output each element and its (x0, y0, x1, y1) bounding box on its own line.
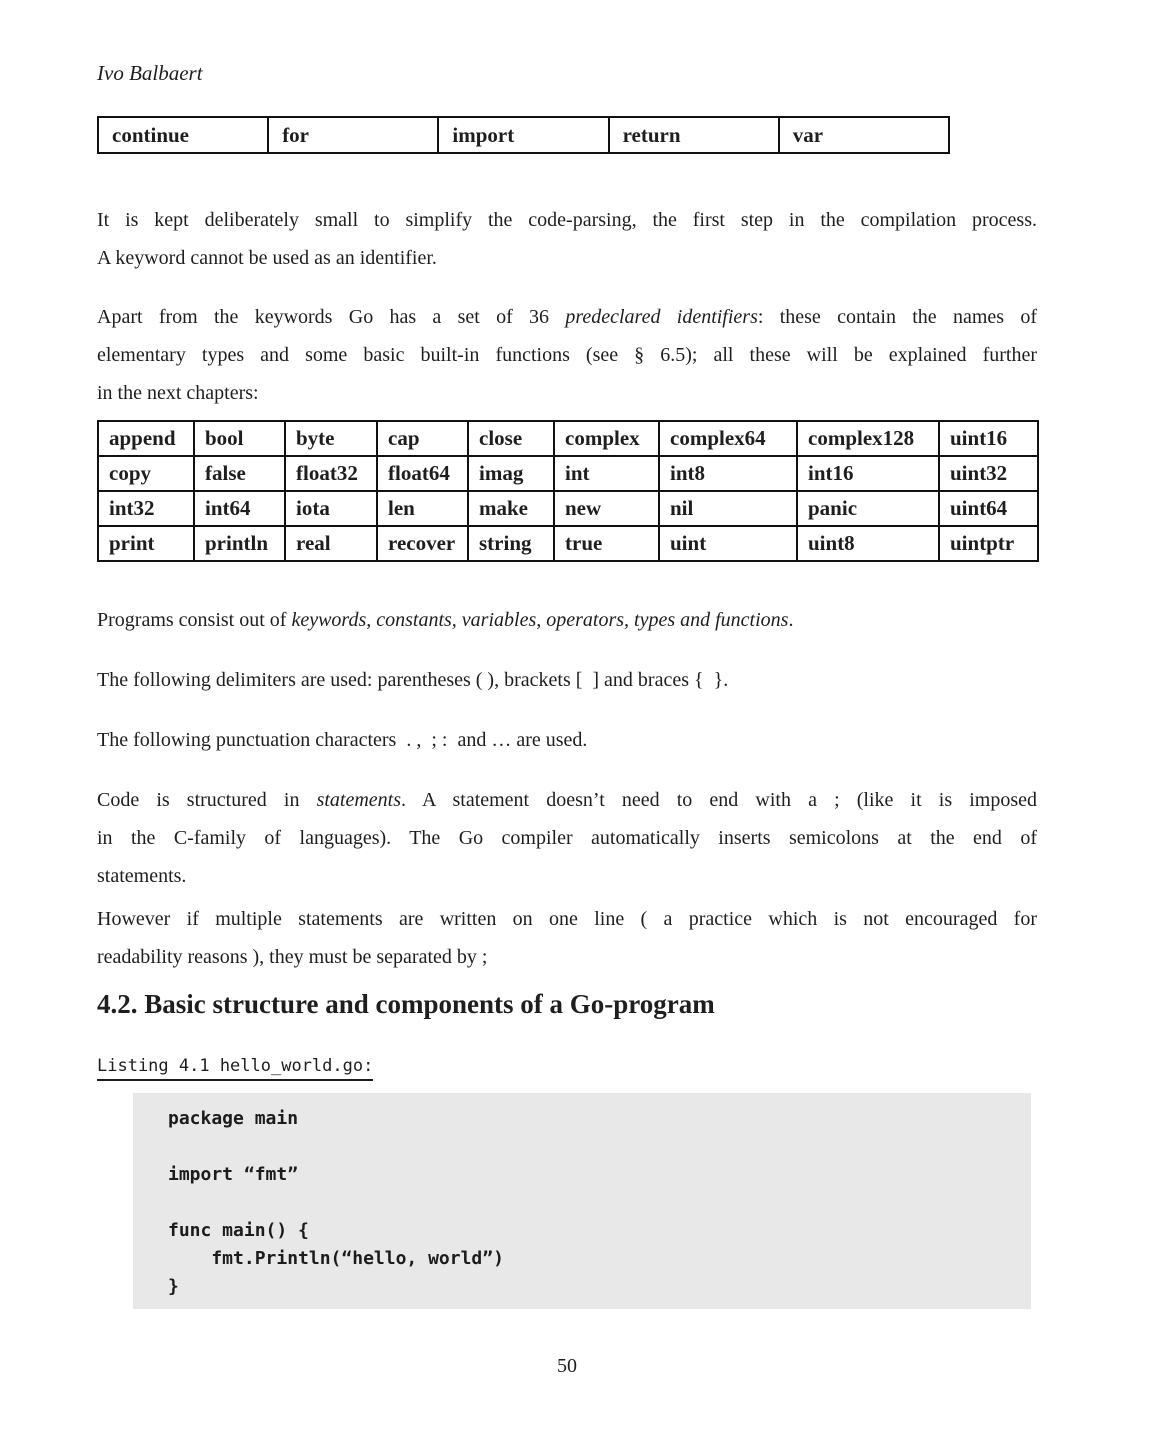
text-line: in the C-family of languages). The Go compiler automatically inserts semicolons at the end of (97, 827, 1037, 849)
code-line (168, 1133, 1021, 1161)
keyword-cell: return (609, 117, 779, 153)
identifier-cell: close (468, 421, 554, 456)
identifier-cell: false (194, 456, 285, 491)
code-line (168, 1189, 1021, 1217)
identifier-cell: println (194, 526, 285, 561)
text-segment: Code is structured in (97, 789, 317, 811)
italic-text: predeclared identifiers (565, 306, 758, 328)
table-row (98, 456, 1038, 491)
identifier-cell: complex (554, 421, 659, 456)
identifier-cell: iota (285, 491, 377, 526)
identifier-cell: real (285, 526, 377, 561)
identifier-cell: int16 (797, 456, 939, 491)
identifier-cell: string (468, 526, 554, 561)
identifier-cell: make (468, 491, 554, 526)
text-line: elementary types and some basic built-in functions (see § 6.5); all these will be explained further (97, 344, 1037, 366)
identifier-cell: nil (659, 491, 797, 526)
text-line: in the next chapters: (97, 382, 259, 404)
table-row (98, 421, 1038, 456)
keyword-cell: for (268, 117, 438, 153)
paragraph-multiple-statements (97, 900, 1037, 976)
text-line: A keyword cannot be used as an identifier. (97, 247, 437, 269)
italic-text: statements (316, 789, 401, 811)
text-segment: . (788, 609, 794, 631)
identifier-cell: len (377, 491, 468, 526)
identifier-cell: append (98, 421, 194, 456)
identifier-cell: recover (377, 526, 468, 561)
text-segment: : these contain the names of (757, 306, 1038, 328)
identifier-cell: bool (194, 421, 285, 456)
identifier-cell: uintptr (939, 526, 1038, 561)
text-line (97, 601, 1037, 639)
identifier-cell: cap (377, 421, 468, 456)
text-line: statements. (97, 865, 187, 887)
table-row (98, 117, 949, 153)
section-heading: 4.2. Basic structure and components of a Go-program (97, 989, 715, 1019)
identifier-cell: byte (285, 421, 377, 456)
text-line: readability reasons ), they must be separated by ; (97, 946, 488, 968)
code-line: } (168, 1276, 179, 1297)
text-line (97, 781, 1037, 819)
code-line: fmt.Println(“hello, world”) (168, 1248, 504, 1269)
identifier-cell: float64 (377, 456, 468, 491)
author-header: Ivo Balbaert (97, 61, 203, 85)
code-line: func main() { (168, 1220, 309, 1241)
paragraph-predeclared-identifiers (97, 298, 1037, 412)
identifier-cell: true (554, 526, 659, 561)
table-row (98, 526, 1038, 561)
code-line: package main (168, 1108, 299, 1129)
page-number: 50 (557, 1355, 577, 1377)
page-content (97, 60, 1037, 1378)
text-line: It is kept deliberately small to simplify the code-parsing, the first step in the compilation process. (97, 209, 1037, 231)
code-line: import “fmt” (168, 1164, 299, 1185)
identifier-cell: int64 (194, 491, 285, 526)
text-segment: Apart from the keywords Go has a set of 36 (97, 306, 566, 328)
text-line: However if multiple statements are written on one line ( a practice which is not encouraged for (97, 908, 1037, 930)
code-block (133, 1093, 1031, 1309)
identifier-cell: panic (797, 491, 939, 526)
text-line: The following punctuation characters . , ; : and … are used. (97, 729, 588, 751)
paragraph-keywords-small (97, 201, 1037, 277)
identifier-cell: uint (659, 526, 797, 561)
paragraph-delimiters (97, 661, 1037, 699)
keyword-cell: import (438, 117, 608, 153)
keywords-table (97, 116, 950, 154)
identifier-cell: new (554, 491, 659, 526)
text-segment: Programs consist out of (97, 609, 292, 631)
identifier-cell: complex64 (659, 421, 797, 456)
text-segment: . A statement doesn’t need to end with a ; (like it is imposed (401, 789, 1037, 811)
identifier-cell: uint32 (939, 456, 1038, 491)
keyword-cell: var (779, 117, 949, 153)
listing-label: Listing 4.1 hello_world.go: (97, 1055, 373, 1081)
paragraph-statements (97, 781, 1037, 895)
identifiers-table (97, 420, 1039, 562)
identifier-cell: int32 (98, 491, 194, 526)
identifier-cell: uint16 (939, 421, 1038, 456)
identifier-cell: int8 (659, 456, 797, 491)
listing-label-row (97, 1055, 1037, 1081)
identifier-cell: complex128 (797, 421, 939, 456)
identifier-cell: int (554, 456, 659, 491)
keyword-cell: continue (98, 117, 268, 153)
paragraph-programs-consist (97, 601, 1037, 639)
paragraph-punctuation (97, 721, 1037, 759)
identifier-cell: copy (98, 456, 194, 491)
text-line (97, 298, 1037, 336)
italic-text: keywords, constants, variables, operators, types and functions (291, 609, 789, 631)
table-row (98, 491, 1038, 526)
text-line: The following delimiters are used: parentheses ( ), brackets [ ] and braces { }. (97, 669, 729, 691)
identifier-cell: uint8 (797, 526, 939, 561)
identifier-cell: print (98, 526, 194, 561)
identifier-cell: uint64 (939, 491, 1038, 526)
identifier-cell: imag (468, 456, 554, 491)
identifier-cell: float32 (285, 456, 377, 491)
